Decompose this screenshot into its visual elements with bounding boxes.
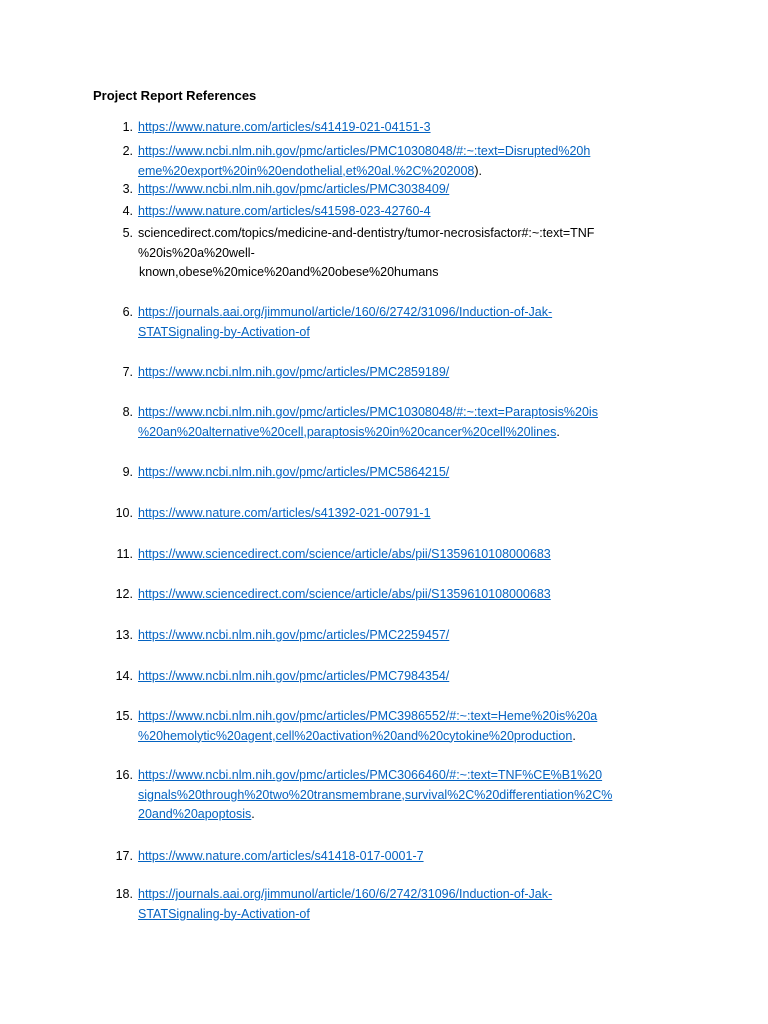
reference-line [138,905,683,925]
reference-line [138,727,683,747]
reference-punctuation: . [572,728,576,743]
reference-plain-text: %20is%20a%20well- [138,245,255,260]
reference-number: 11. [116,547,133,561]
reference-text [138,202,683,222]
reference-punctuation: ). [474,163,482,178]
reference-link[interactable]: 20and%20apoptosis [138,807,252,821]
reference-line [138,707,683,727]
reference-line [138,545,683,565]
reference-link[interactable]: https://journals.aai.org/jimmunol/article/160/6/2742/31096/Induction-of-Jak- [138,887,553,901]
reference-number: 3. [122,182,133,196]
reference-number: 16. [115,768,133,782]
reference-number: 14. [115,669,133,683]
reference-line [138,585,683,605]
reference-text [138,766,683,825]
reference-line [138,363,683,383]
reference-link[interactable]: https://www.nature.com/articles/s41419-021-04151-3 [138,120,431,134]
reference-line [138,504,683,524]
reference-number: 15. [115,709,133,723]
reference-line [139,263,683,283]
reference-number: 10. [115,506,133,520]
reference-text [138,707,683,746]
reference-link[interactable]: https://journals.aai.org/jimmunol/article/160/6/2742/31096/Induction-of-Jak- [138,305,553,319]
reference-text [138,180,683,200]
reference-line [138,626,683,646]
reference-number: 13. [115,628,133,642]
reference-line [138,224,683,244]
reference-link[interactable]: %20an%20alternative%20cell,paraptosis%20in%20cancer%20cell%20lines [138,424,557,439]
reference-link[interactable]: https://www.nature.com/articles/s41392-021-00791-1 [138,506,431,520]
reference-number: 9. [122,465,133,479]
reference-link[interactable]: https://www.sciencedirect.com/science/article/abs/pii/S1359610108000683 [138,587,551,601]
reference-link[interactable]: https://www.ncbi.nlm.nih.gov/pmc/articles/PMC7984354/ [138,669,450,683]
reference-number: 1. [122,120,133,134]
reference-link[interactable]: signals%20through%20two%20transmembrane,survival%2C%20differentiation%2C% [138,787,613,802]
reference-line [138,463,683,483]
reference-line [138,323,683,343]
reference-line [138,766,683,786]
reference-line [138,244,683,264]
reference-number: 6. [122,305,133,319]
reference-number: 12. [115,587,133,601]
reference-line [138,118,683,138]
reference-line [138,403,683,423]
reference-link[interactable]: https://www.ncbi.nlm.nih.gov/pmc/articles/PMC3038409/ [138,182,450,196]
reference-line [138,202,683,222]
reference-text [138,142,683,181]
reference-text [138,667,683,687]
reference-link[interactable]: https://www.ncbi.nlm.nih.gov/pmc/articles/PMC2259457/ [138,628,450,642]
reference-punctuation: . [556,424,560,439]
reference-line [138,180,683,200]
reference-link[interactable]: https://www.nature.com/articles/s41598-023-42760-4 [138,204,431,218]
reference-number: 7. [122,365,133,379]
reference-text [138,363,683,383]
reference-line [138,885,683,905]
reference-link[interactable]: https://www.ncbi.nlm.nih.gov/pmc/articles/PMC10308048/#:~:text=Disrupted%20h [138,144,591,158]
reference-link[interactable]: https://www.nature.com/articles/s41418-017-0001-7 [138,849,424,863]
reference-number: 5. [122,226,133,240]
reference-punctuation: . [251,807,255,821]
reference-line [138,805,683,825]
reference-line [138,142,683,162]
reference-number: 4. [122,204,133,218]
reference-link[interactable]: https://www.ncbi.nlm.nih.gov/pmc/articles/PMC2859189/ [138,365,450,379]
reference-link[interactable]: https://www.ncbi.nlm.nih.gov/pmc/articles/PMC10308048/#:~:text=Paraptosis%20is [138,405,598,419]
reference-text [138,626,683,646]
reference-link[interactable]: STATSignaling-by-Activation-of [138,906,310,921]
reference-number: 2. [122,144,133,158]
reference-number: 8. [122,405,133,419]
reference-line [138,303,683,323]
reference-text [138,504,683,524]
reference-link[interactable]: https://www.ncbi.nlm.nih.gov/pmc/articles/PMC3986552/#:~:text=Heme%20is%20a [138,709,598,723]
reference-line [138,423,683,443]
reference-text [138,303,683,342]
reference-text [138,585,683,605]
reference-text [138,224,683,283]
reference-line [138,667,683,687]
reference-text [138,118,683,138]
reference-link[interactable]: https://www.ncbi.nlm.nih.gov/pmc/articles/PMC5864215/ [138,465,450,479]
reference-number: 18. [115,887,133,901]
reference-text [138,403,683,442]
document-title: Project Report References [93,88,257,103]
reference-link[interactable]: %20hemolytic%20agent,cell%20activation%20and%20cytokine%20production [138,728,573,743]
reference-link[interactable]: STATSignaling-by-Activation-of [138,324,310,339]
reference-plain-text: known,obese%20mice%20and%20obese%20humans [139,265,439,279]
reference-link[interactable]: https://www.sciencedirect.com/science/article/abs/pii/S1359610108000683 [138,547,551,561]
reference-line [138,162,683,182]
reference-link[interactable]: https://www.ncbi.nlm.nih.gov/pmc/articles/PMC3066460/#:~:text=TNF%CE%B1%20 [138,768,603,782]
reference-link[interactable]: eme%20export%20in%20endothelial,et%20al.%2C%202008 [138,163,475,178]
reference-plain-text: sciencedirect.com/topics/medicine-and-dentistry/tumor-necrosisfactor#:~:text=TNF [138,226,595,240]
reference-line [138,847,683,867]
reference-line [138,786,683,806]
reference-text [138,545,683,565]
reference-number: 17. [115,849,133,863]
reference-text [138,847,683,867]
reference-text [138,463,683,483]
reference-text [138,885,683,924]
